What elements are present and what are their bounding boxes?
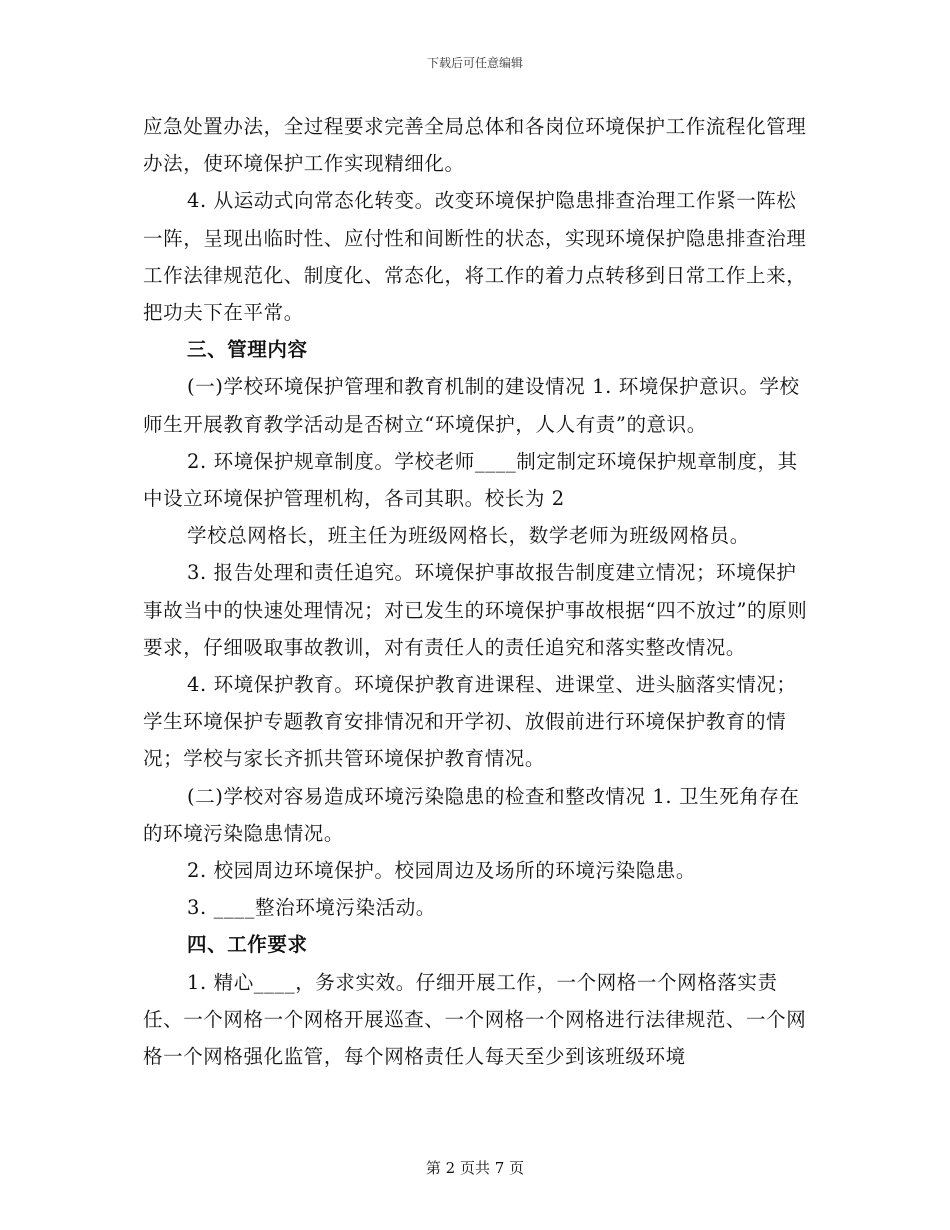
paragraph: 3. ____整治环境污染活动。 [187, 896, 436, 920]
paragraph: (二)学校对容易造成环境污染隐患的检查和整改情况 1. 卫生死角存在的环境污染隐患情况。 [143, 784, 800, 845]
section-heading: 三、管理内容 [187, 338, 308, 362]
paragraph: 2. 校园周边环境保护。校园周边及场所的环境污染隐患。 [187, 859, 697, 883]
document-body [143, 108, 808, 1075]
paragraph: 1. 精心____，务求实效。仔细开展工作，一个网格一个网格落实责任、一个网格一个网格开展巡查、一个网格一个网格进行法律规范、一个网格一个网格强化监管，每个网格责任人每天至少到该班级环境 [143, 970, 807, 1069]
section-heading: 四、工作要求 [187, 933, 308, 957]
page-footer: 第 2 页共 7 页 [425, 1159, 525, 1177]
paragraph: (一)学校环境保护管理和教育机制的建设情况 1. 环境保护意识。学校师生开展教育教学活动是否树立“环境保护，人人有责”的意识。 [143, 375, 800, 436]
paragraph: 3. 报告处理和责任追究。环境保护事故报告制度建立情况；环境保护事故当中的快速处理情况；对已发生的环境保护事故根据“四不放过”的原则要求，仔细吸取事故教训，对有责任人的责任追究和落实整改情况。 [143, 561, 808, 659]
paragraph: 4. 环境保护教育。环境保护教育进课程、进课堂、进头脑落实情况；学生环境保护专题教育安排情况和开学初、放假前进行环境保护教育的情况；学校与家长齐抓共管环境保护教育情况。 [143, 673, 797, 771]
paragraph: 4. 从运动式向常态化转变。改变环境保护隐患排查治理工作紧一阵松一阵，呈现出临时性、应付性和间断性的状态，实现环境保护隐患排查治理工作法律规范化、制度化、常态化，将工作的着力点转移到日常工作上来，把功夫下在平常。 [143, 189, 807, 325]
paragraph: 2. 环境保护规章制度。学校老师____制定制定环境保护规章制度，其中设立环境保护管理机构，各司其职。校长为 2 [143, 449, 798, 511]
page-header: 下载后可任意编辑 [426, 56, 523, 70]
paragraph: 应急处置办法，全过程要求完善全局总体和各岗位环境保护工作流程化管理办法，使环境保护工作实现精细化。 [143, 115, 807, 176]
paragraph: 学校总网格长，班主任为班级网格长，数学老师为班级网格员。 [187, 524, 750, 548]
